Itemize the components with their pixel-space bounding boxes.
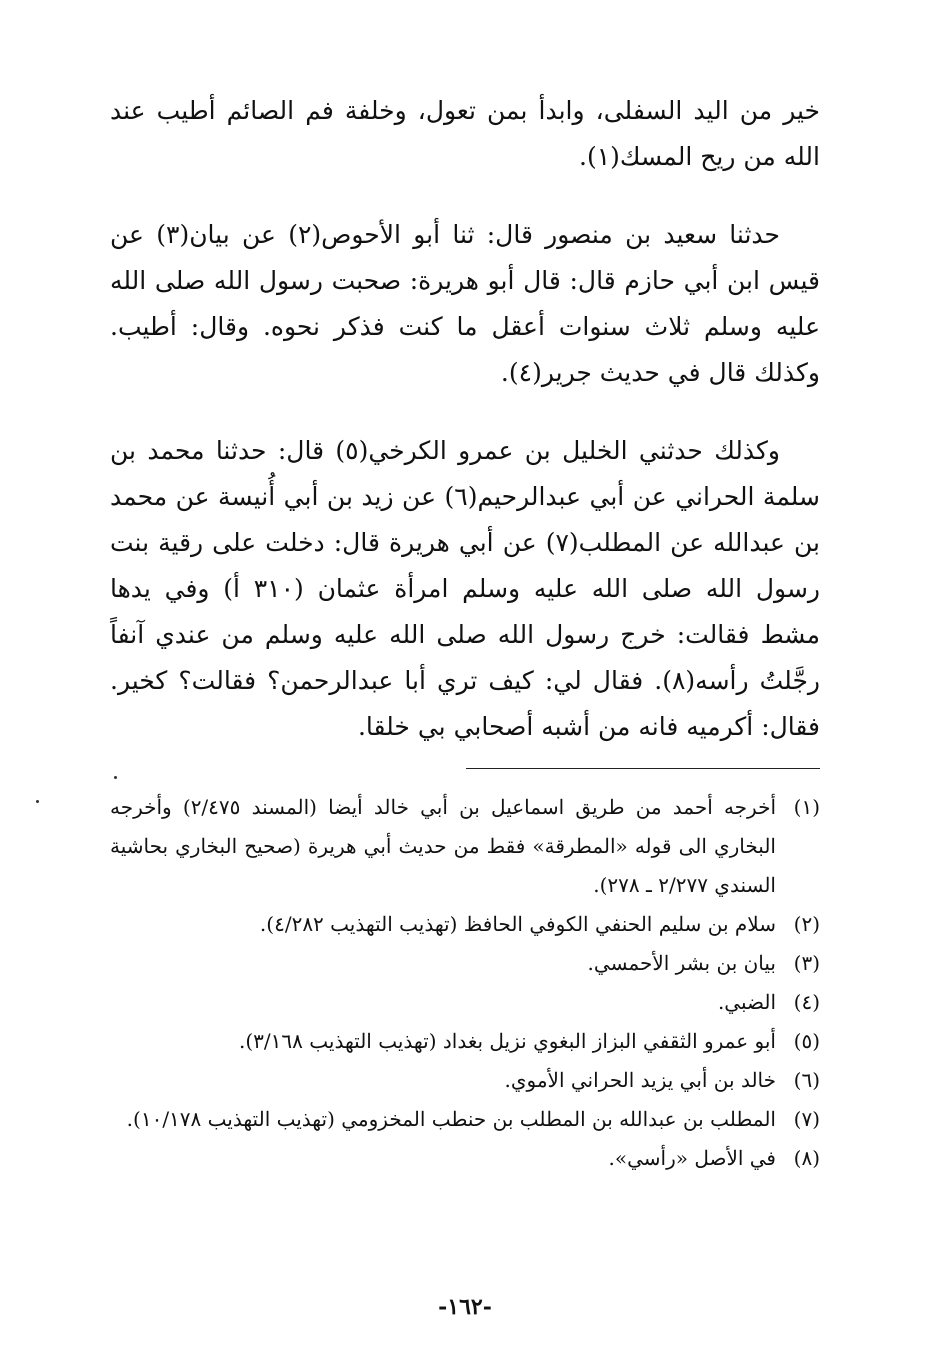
- footnotes: [110, 788, 820, 1178]
- footnote-text: سلام بن سليم الحنفي الكوفي الحافظ (تهذيب التهذيب ٤/٢٨٢).: [259, 912, 776, 936]
- scan-speck: [36, 800, 39, 803]
- footnote-number: (١): [793, 795, 820, 819]
- paragraph-2: حدثنا سعيد بن منصور قال: ثنا أبو الأحوص(٢) عن بيان(٣) عن قيس ابن أبي حازم قال: قال أبو هريرة: صحبت رسول الله صلى الله عليه وسلم ثلاث سنوات أعقل ما كنت فذكر نحوه. وقال: أطيب. وكذلك قال في حديث جرير(٤).: [110, 220, 820, 387]
- footnote-item: [110, 1100, 820, 1139]
- footnote-item: [110, 944, 820, 983]
- footnote-number: (٢): [793, 912, 820, 936]
- footnote-item: [110, 1061, 820, 1100]
- page-number: -١٦٢-: [438, 1294, 492, 1320]
- main-text: [110, 88, 820, 750]
- footnote-text: بيان بن بشر الأحمسي.: [587, 951, 776, 975]
- footnote-item: [110, 905, 820, 944]
- footnote-item: [110, 1022, 820, 1061]
- paragraph-1: خير من اليد السفلى، وابدأ بمن تعول، وخلفة فم الصائم أطيب عند الله من ريح المسك(١).: [110, 96, 820, 171]
- footnote-text: المطلب بن عبدالله بن المطلب بن حنطب المخزومي (تهذيب التهذيب ١٠/١٧٨).: [126, 1107, 776, 1131]
- footnote-number: (٨): [793, 1146, 820, 1170]
- footnote-item: [110, 788, 820, 905]
- footnote-number: (٧): [793, 1107, 820, 1131]
- footnote-item: [110, 983, 820, 1022]
- footnote-divider: [466, 768, 820, 769]
- footnote-item: [110, 1139, 820, 1178]
- footnote-number: (٥): [793, 1029, 820, 1053]
- scan-speck: [114, 776, 117, 779]
- document-page: [110, 88, 820, 1320]
- footnote-number: (٣): [793, 951, 820, 975]
- footnote-text: في الأصل «رأسي».: [608, 1146, 776, 1170]
- footnote-text: أخرجه أحمد من طريق اسماعيل بن أبي خالد أيضا (المسند ٢/٤٧٥) وأخرجه البخاري الى قوله «المطرقة» فقط من حديث أبي هريرة (صحيح البخاري بحاشية السندي ٢/٢٧٧ ـ ٢٧٨).: [110, 795, 777, 897]
- footnote-text: خالد بن أبي يزيد الحراني الأموي.: [504, 1068, 776, 1092]
- paragraph-3: وكذلك حدثني الخليل بن عمرو الكرخي(٥) قال: حدثنا محمد بن سلمة الحراني عن أبي عبدالرحيم(٦) عن زيد بن أبي أُنيسة عن محمد بن عبدالله عن المطلب(٧) عن أبي هريرة قال: دخلت على رقية بنت رسول الله صلى الله عليه وسلم امرأة عثمان (٣١٠ أ) وفي يدها مشط فقالت: خرج رسول الله صلى الله عليه وسلم من عندي آنفاً رجَّلتُ رأسه(٨). فقال لي: كيف تري أبا عبدالرحمن؟ فقالت؟ كخير. فقال: أكرميه فانه من أشبه أصحابي بي خلقا.: [110, 436, 820, 741]
- footnote-text: الضبي.: [717, 990, 776, 1014]
- footnote-text: أبو عمرو الثقفي البزاز البغوي نزيل بغداد (تهذيب التهذيب ٣/١٦٨).: [239, 1029, 776, 1053]
- footnote-number: (٦): [793, 1068, 820, 1092]
- footnote-number: (٤): [793, 990, 820, 1014]
